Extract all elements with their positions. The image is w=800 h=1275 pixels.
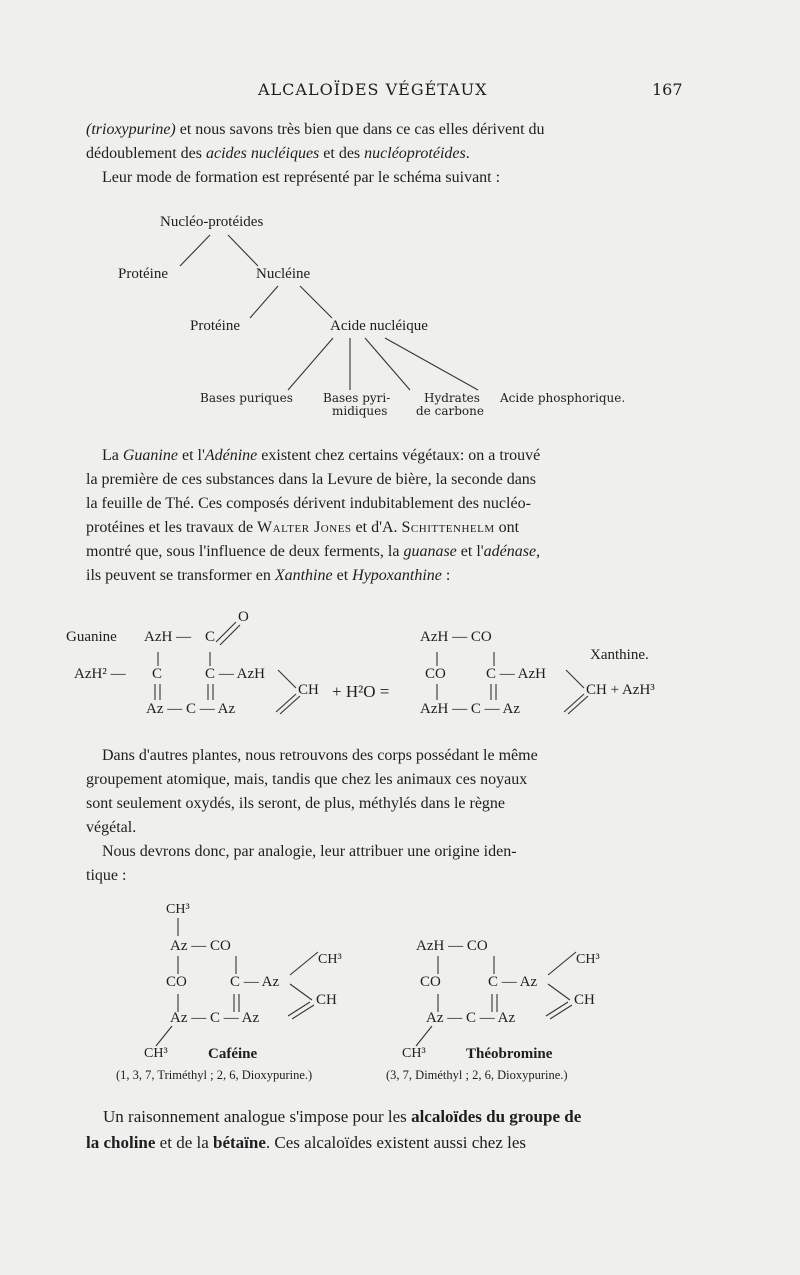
- text-run: Dans d'autres plantes, nous retrouvons des corps possédant le même: [102, 747, 538, 764]
- azh-co-group: AzH — CO: [420, 629, 492, 645]
- theobromine-az-c-az: Az — C — Az: [426, 1010, 516, 1026]
- text-run: ils peuvent se transformer en: [86, 567, 275, 584]
- para3-line2: groupement atomique, mais, tandis que chez les animaux ces noyaux: [86, 771, 528, 788]
- scheme-bases-pyri-2: midiques: [332, 404, 388, 418]
- text-run: .: [465, 145, 470, 162]
- italic-term: acides nucléiques: [205, 145, 320, 162]
- paragraph-4: [86, 1104, 678, 1156]
- caffeine-ch3-right: CH³: [318, 952, 342, 967]
- para4-line1: [86, 1104, 678, 1130]
- caffeine-ch3-bottom: CH³: [144, 1046, 168, 1061]
- italic-term: adénase: [483, 543, 537, 560]
- theobromine-c-az: C — Az: [488, 974, 538, 990]
- carbon-top: C: [205, 629, 216, 645]
- italic-term: (trioxypurine): [86, 121, 176, 138]
- oxygen-atom: O: [238, 609, 249, 625]
- text-run: Leur mode de formation est représenté par le schéma suivant :: [102, 169, 501, 186]
- caffeine-c-az: C — Az: [230, 974, 280, 990]
- page-number: 167: [652, 80, 683, 99]
- theobromine-ch: CH: [574, 992, 595, 1008]
- theobromine-caption: (3, 7, Diméthyl ; 2, 6, Dioxypurine.): [386, 1068, 568, 1082]
- scheme-acide-phosphorique: Acide phosphorique.: [500, 391, 626, 405]
- caffeine-co: CO: [166, 974, 187, 990]
- text-run: et de la: [155, 1133, 214, 1152]
- author-name: Walter Jones: [257, 519, 352, 536]
- plus-water: + H²O =: [332, 682, 390, 701]
- bold-term: alcaloïdes du groupe de: [411, 1107, 582, 1126]
- para4-line2: [86, 1130, 678, 1156]
- theobromine-name: Théobromine: [466, 1046, 553, 1062]
- running-title: ALCALOÏDES VÉGÉTAUX: [258, 80, 488, 99]
- carbon-1: C: [152, 666, 163, 682]
- text-run: protéines et les travaux de: [86, 519, 258, 536]
- azh-c-az-group: AzH — C — Az: [420, 701, 520, 717]
- para3-line4: végétal.: [86, 819, 137, 836]
- bold-term: la choline: [86, 1133, 156, 1152]
- text-run: dédoublement des: [86, 145, 206, 162]
- scheme-acide-nucleique: Acide nucléique: [330, 318, 428, 334]
- co-group: CO: [425, 666, 446, 682]
- theobromine-ch3-right: CH³: [576, 952, 600, 967]
- para2-line2: la première de ces substances dans la Levure de bière, la seconde dans: [86, 471, 537, 488]
- caffeine-caption: (1, 3, 7, Triméthyl ; 2, 6, Dioxypurine.): [116, 1068, 313, 1082]
- italic-term: nucléoprotéides: [364, 145, 466, 162]
- italic-term: guanase: [403, 543, 457, 560]
- text-run: ont: [494, 519, 520, 536]
- italic-term: Guanine: [122, 447, 178, 464]
- caffeine-az-co: Az — CO: [170, 938, 231, 954]
- xanthine-label: Xanthine.: [590, 647, 649, 663]
- ch-group: CH: [298, 682, 319, 698]
- text-run: et l': [456, 543, 484, 560]
- azh2-group: AzH² —: [74, 666, 126, 682]
- text-run: et l': [177, 447, 205, 464]
- italic-term: Xanthine: [274, 567, 333, 584]
- azh-group: AzH —: [144, 629, 192, 645]
- text-run: :: [441, 567, 451, 584]
- caffeine-ch: CH: [316, 992, 337, 1008]
- guanine-label: Guanine: [66, 629, 117, 645]
- text-run: La: [102, 447, 123, 464]
- scheme-proteine-2: Protéine: [190, 318, 240, 334]
- caffeine-ch3-top: CH³: [166, 902, 190, 917]
- para3-line6: tique :: [86, 867, 127, 884]
- scheme-nucleine: Nucléine: [256, 266, 311, 282]
- text-run: . Ces alcaloïdes existent aussi chez les: [265, 1133, 527, 1152]
- theobromine-ch3-bottom: CH³: [402, 1046, 426, 1061]
- text-run: et d'A.: [351, 519, 402, 536]
- text-run: et: [332, 567, 353, 584]
- bold-term: bétaïne: [213, 1133, 266, 1152]
- scheme-nucleo-proteides: Nucléo-protéides: [160, 214, 264, 230]
- text-run: Nous devrons donc, par analogie, leur attribuer une origine iden-: [102, 843, 517, 860]
- scheme-bases-puriques: Bases puriques: [200, 391, 293, 405]
- c-azh-right: C — AzH: [486, 666, 546, 682]
- scheme-proteine-1: Protéine: [118, 266, 168, 282]
- theobromine-co: CO: [420, 974, 441, 990]
- para2-line3: la feuille de Thé. Ces composés dérivent indubitablement des nucléo-: [86, 495, 531, 512]
- theobromine-azh-co: AzH — CO: [416, 938, 488, 954]
- scheme-bases-pyri-1: Bases pyri-: [323, 391, 391, 405]
- text-run: ,: [536, 543, 541, 560]
- scheme-hydrates-1: Hydrates: [424, 391, 480, 405]
- italic-term: Adénine: [204, 447, 258, 464]
- ch-plus-azh3: CH + AzH³: [586, 682, 655, 698]
- author-name: Schittenhelm: [401, 519, 495, 536]
- para3-line3: sont seulement oxydés, ils seront, de plus, méthylés dans le règne: [86, 795, 506, 812]
- italic-term: Hypoxanthine: [352, 567, 442, 584]
- c-azh-group: C — AzH: [205, 666, 265, 682]
- text-run: Un raisonnement analogue s'impose pour les: [103, 1107, 412, 1126]
- text-run: montré que, sous l'influence de deux ferments, la: [86, 543, 404, 560]
- caffeine-name: Caféine: [208, 1046, 258, 1062]
- az-c-az-group: Az — C — Az: [146, 701, 236, 717]
- caffeine-az-c-az: Az — C — Az: [170, 1010, 260, 1026]
- text-run: et des: [319, 145, 365, 162]
- scheme-hydrates-2: de carbone: [416, 404, 484, 418]
- text-run: existent chez certains végétaux: on a trouvé: [257, 447, 541, 464]
- text-run: et nous savons très bien que dans ce cas elles dérivent du: [175, 121, 545, 138]
